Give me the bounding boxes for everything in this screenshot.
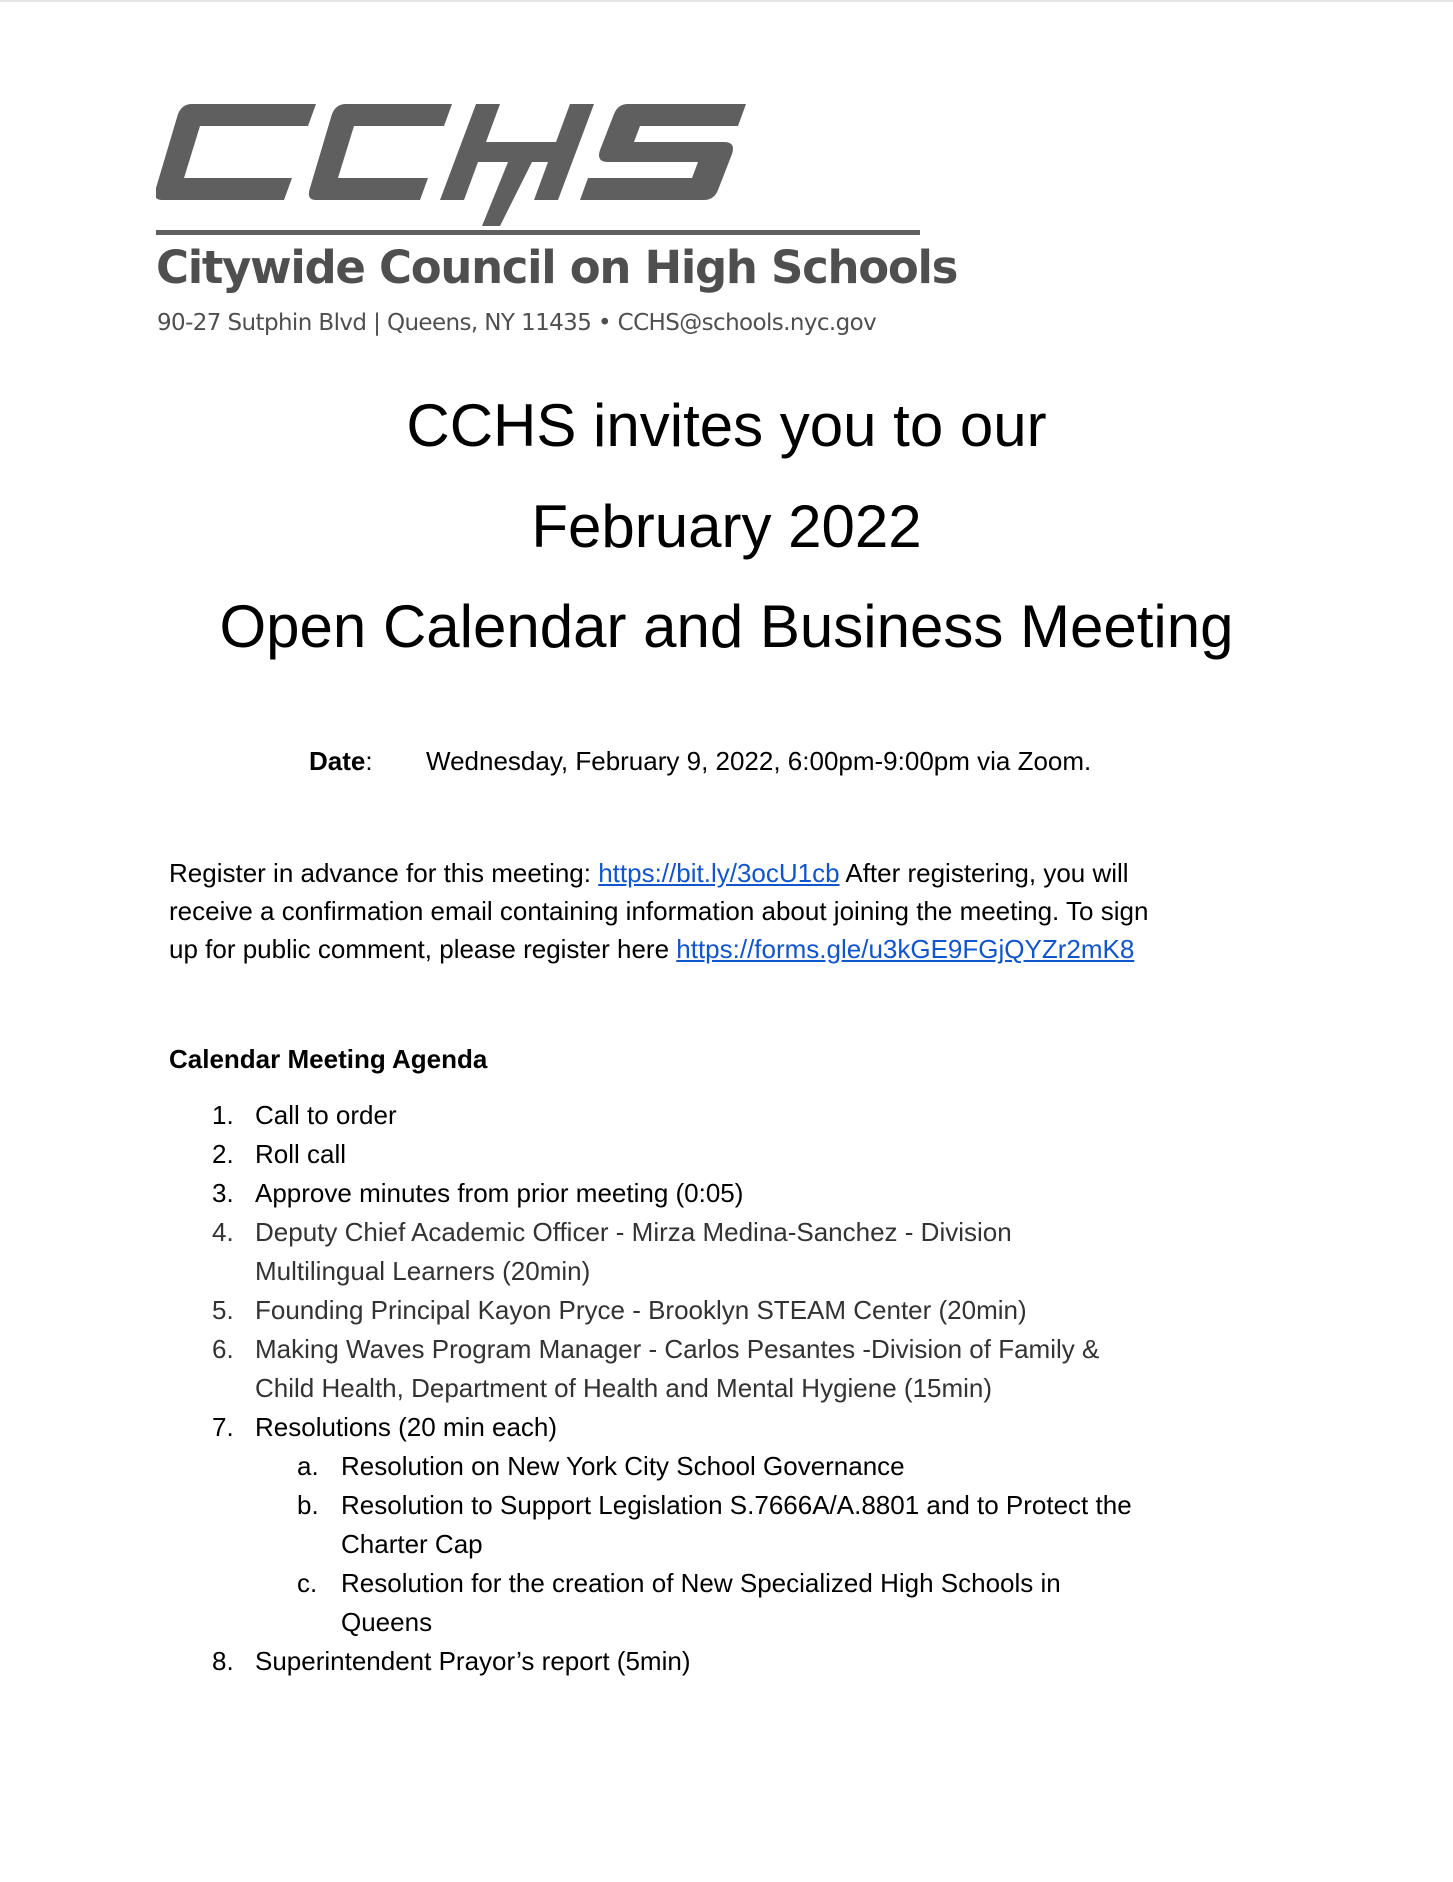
- list-number: 6.: [212, 1334, 234, 1364]
- org-address: 90-27 Sutphin Blvd | Queens, NY 11435 • CCHS@schools.nyc.gov: [157, 310, 877, 336]
- cchs-logo-mark: [156, 104, 746, 226]
- register-paragraph: [169, 854, 1148, 968]
- list-item: [169, 1174, 1349, 1213]
- list-item: [169, 1408, 1349, 1447]
- date-row: [309, 746, 1092, 777]
- list-item-text: Founding Principal Kayon Pryce - Brooklyn STEAM Center (20min): [255, 1295, 1027, 1325]
- page-top-border: [0, 0, 1453, 2]
- sub-list-letter: c.: [297, 1568, 318, 1598]
- sub-list-item: [169, 1564, 1349, 1642]
- agenda-list: [169, 1096, 1349, 1681]
- logo-divider: [156, 230, 920, 235]
- date-value: Wednesday, February 9, 2022, 6:00pm-9:00pm via Zoom.: [426, 746, 1092, 776]
- org-name: Citywide Council on High Schools: [156, 241, 958, 294]
- sub-list-item: [169, 1486, 1349, 1564]
- heading-line-3: Open Calendar and Business Meeting: [219, 593, 1234, 660]
- date-label: Date: [309, 746, 366, 776]
- agenda-title: Calendar Meeting Agenda: [169, 1044, 488, 1074]
- sub-list-letter: b.: [297, 1490, 319, 1520]
- register-line-2: receive a confirmation email containing information about joining the meeting. To sign: [169, 896, 1149, 926]
- sub-list-letter: a.: [297, 1451, 319, 1481]
- heading-line-1: CCHS invites you to our: [406, 392, 1047, 459]
- list-number: 1.: [212, 1100, 234, 1130]
- list-number: 8.: [212, 1646, 234, 1676]
- list-item: [169, 1291, 1349, 1330]
- registration-link[interactable]: https://bit.ly/3ocU1cb: [598, 858, 840, 888]
- list-item-text: Resolutions (20 min each): [255, 1412, 558, 1442]
- list-item: [169, 1135, 1349, 1174]
- list-item-text: Approve minutes from prior meeting (0:05): [255, 1178, 744, 1208]
- sub-list-item: [169, 1447, 1349, 1486]
- register-line-1: [169, 854, 1148, 892]
- list-number: 3.: [212, 1178, 234, 1208]
- date-separator: :: [365, 746, 373, 776]
- list-item-text: Making Waves Program Manager - Carlos Pesantes -Division of Family &: [255, 1334, 1100, 1364]
- list-item: [169, 1213, 1349, 1291]
- list-number: 7.: [212, 1412, 234, 1442]
- list-item: [169, 1096, 1349, 1135]
- sub-list-item-text: Charter Cap: [341, 1529, 483, 1559]
- sub-list-item-text: Resolution on New York City School Governance: [341, 1451, 905, 1481]
- list-item: [169, 1330, 1349, 1408]
- list-item: [169, 1642, 1349, 1681]
- sub-list-item-text: Resolution to Support Legislation S.7666A/A.8801 and to Protect the: [341, 1490, 1132, 1520]
- list-item-text: Roll call: [255, 1139, 347, 1169]
- register-text-1: Register in advance for this meeting:: [169, 858, 599, 888]
- list-number: 4.: [212, 1217, 234, 1247]
- register-line-3: [169, 930, 1148, 968]
- list-item-text: Superintendent Prayor’s report (5min): [255, 1646, 691, 1676]
- list-number: 5.: [212, 1295, 234, 1325]
- list-item-text: Child Health, Department of Health and Mental Hygiene (15min): [255, 1373, 993, 1403]
- list-number: 2.: [212, 1139, 234, 1169]
- register-text-4: up for public comment, please register here: [169, 934, 677, 964]
- list-item-text: Deputy Chief Academic Officer - Mirza Medina-Sanchez - Division: [255, 1217, 1012, 1247]
- heading-line-2: February 2022: [531, 493, 922, 560]
- public-comment-link[interactable]: https://forms.gle/u3kGE9FGjQYZr2mK8: [676, 934, 1135, 964]
- register-text-2: After registering, you will: [839, 858, 1129, 888]
- list-item-text: Multilingual Learners (20min): [255, 1256, 591, 1286]
- sub-list-item-text: Resolution for the creation of New Specialized High Schools in: [341, 1568, 1061, 1598]
- list-item-text: Call to order: [255, 1100, 397, 1130]
- sub-list-item-text: Queens: [341, 1607, 433, 1637]
- cchs-logo: [156, 104, 958, 344]
